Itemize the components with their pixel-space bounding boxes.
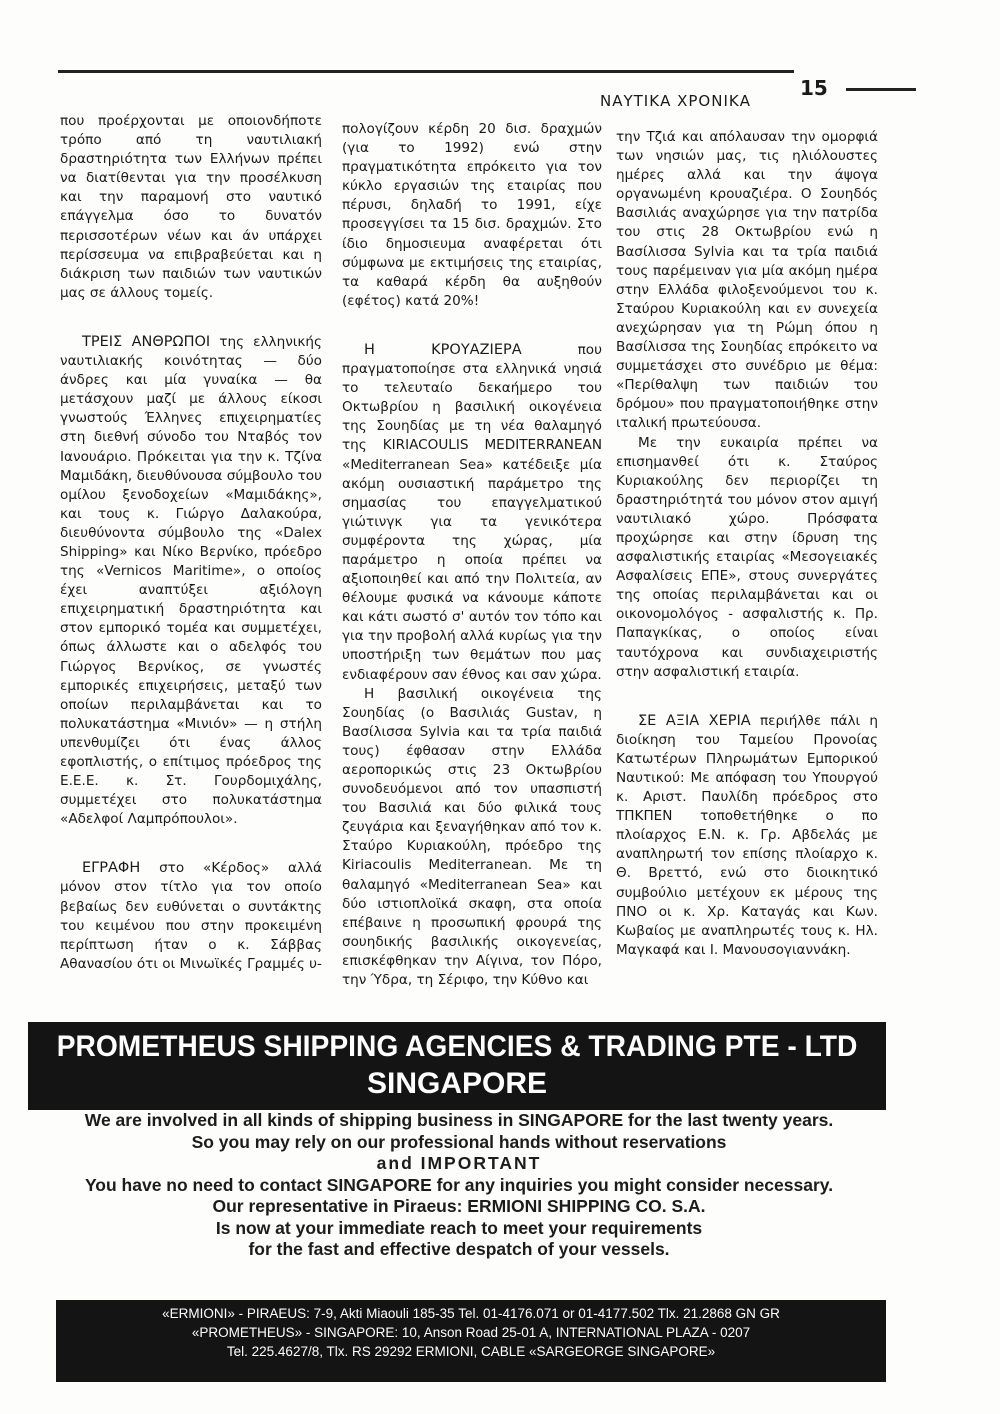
column3-lead-se-axia-xeria: ΣΕ ΑΞΙΑ ΧΕΡΙΑ bbox=[638, 712, 751, 729]
ad-company-title: PROMETHEUS SHIPPING AGENCIES & TRADING PTE - LTD bbox=[56, 1030, 858, 1063]
advertisement-body bbox=[30, 1110, 888, 1261]
ad-contact-line: Tel. 225.4627/8, Tlx. RS 29292 ERMIONI, CABLE «SARGEORGE SINGAPORE» bbox=[226, 1344, 716, 1359]
column3-paragraph-3-text: περιήλθε πάλι η διοίκηση του Ταμείου Προνοίας Κατωτέρων Πληρωμάτων Εμπορικού Ναυτικού: Με απόφαση του Υπουργού κ. Αριστ. Παυλίδη πρόεδρος στο ΤΠΚΠΕΝ τοποθετήθηκε ο πο πλοίαρχος Ε.Ν. κ. Γρ. Αβδελάς με αναπληρωτή τον επίσης πλοίαρχο κ. Θ. Βρεττό, ενώ στο διοικητικό συμβούλιο μετέχουν εκ μέρους της ΠΝΟ οι κ. Χρ. Καταγάς και Κων. Κωβαίος με αναπληρωτές τους κ. Ηλ. Μαγκαφά και Ι. Μανουσογιαννάκη. bbox=[616, 712, 878, 958]
column1-lead-egrafi: ΕΓΡΑΦΗ bbox=[82, 860, 141, 877]
ad-line: We are involved in all kinds of shipping business in SINGAPORE for the last twenty years. bbox=[84, 1110, 834, 1130]
ad-line: Is now at your immediate reach to meet your requirements bbox=[215, 1217, 703, 1238]
column3-paragraph-3 bbox=[616, 712, 878, 960]
publication-title: ΝΑΥΤΙΚΑ ΧΡΟΝΙΚΑ bbox=[600, 92, 751, 110]
article-column-3 bbox=[616, 128, 878, 960]
column3-paragraph-1: την Τζιά και απόλαυσαν την ομορφιά των νησιών μας, τις ηλιόλουστες ημέρες αλλά και την άψογα οργανωμένη κρουαζιέρα. Ο Σουηδός Βασιλιάς αναχώρησε για την πατρίδα του στις 28 Οκτωβρίου ενώ η Βασίλισσα Sylvia και τα τρία παιδιά τους παρέμειναν για μία ακόμη ημέρα στην Ελλάδα φιλοξενούμενοι του κ. Σταύρου Κυριακούλη και εν συνεχεία ανεχώρησαν για τη Ρώμη όπου η Βασίλισσα της Σουηδίας επρόκειτο να συμμετάσχει στο συνέδριο με θέμα: «Περίθαλψη των παιδιών του δρόμου» που πραγματοποιήθηκε στην ιταλική πρωτεύουσα. bbox=[616, 129, 878, 432]
column1-paragraph-1: που προέρχονται με οποιονδήποτε τρόπο από τη ναυτιλιακή δραστηριότητα των Ελλήνων πρέπει να διατίθενται για την προσέλκυση και την παραμονή στο ναυτικό επάγγελμα όσο το δυνατόν περισσοτέρων νέων και άν υπάρχει περίσσευμα να επιβραβεύεται και η διάκριση των παιδιών των ναυτικών μας σε άλλους τομείς. bbox=[60, 113, 322, 301]
column2-paragraph-1: πολογίζουν κέρδη 20 δισ. δραχμών (για το 1992) ενώ στην πραγματικότητα επρόκειτο για τον κύκλο εργασιών της εταιρίας που πέρυσι, δηλαδή το 1991, είχε προσεγγίσει τα 15 δισ. δραχμών. Στο ίδιο δημοσιευμα αναφέρεται ότι σύμφωνα με εκτιμήσεις της εταιρίας, τα καθαρά κέρδη θα αυξηθούν (εφέτος) κατά 20%! bbox=[342, 121, 602, 309]
column1-paragraph-2-text: της ελληνικής ναυτιλιακής κοινότητας — δύο άνδρες και μία γυναίκα — θα μετάσχουν μαζί με άλλους είκοσι γνωστούς Έλληνες επιχειρηματίες στη διεθνή σύνοδο του Νταβός τον Ιανουάριο. Πρόκειται για την κ. Τζίνα Μαμιδάκη, διευθύνουσα σύμβουλο του ομίλου ξενοδοχείων «Μαμιδάκης», και τους κ. Γιώργο Δαλακούρα, διευθύνοντα σύμβουλο της «Dalex Shipping» και Νίκο Βερνίκο, πρόεδρο της «Vernicos Maritime», ο οποίος έχει αναπτύξει αξιόλογη επιχειρηματική δραστηριότητα και στον εμπορικό τομέα και συμμετέχει, όπως άλλωστε και ο αδελφός του Γιώργος Βερνίκος, σε γνωστές εμπορικές επιχειρήσεις, μεταξύ των οποίων περιλαμβάνεται και το πολυκατάστημα «Μινιόν» — η στήλη υπενθυμίζει ότι ένας άλλος εφοπλιστής, ο επίτιμος πρόεδρος της Ε.Ε.Ε. κ. Στ. Γουρδομιχάλης, συμμετέχει στο πολυκατάστημα «Αδελφοί Λαμπρόπουλοι». bbox=[60, 333, 323, 828]
column2-paragraph-3: Η βασιλική οικογένεια της Σουηδίας (ο Βασιλιάς Gustav, η Βασίλισσα Sylvia και τα τρία παιδιά τους) έφθασαν στην Ελλάδα αεροπορικώς στις 23 Οκτωβρίου συνοδευόμενοι από τον υπασπιστή του Βασιλιά και δύο φιλικά τους ζευγάρια και ξεναγήθηκαν από τον κ. Σταύρο Κυριακούλη, πρόεδρο της Kiriacoulis Mediterranean. Με τη θαλαμηγό «Mediterranean Sea» και δύο ιστιοπλοϊκά σκαφη, στα οποία επέβαινε η προσωπική φρουρά της σουηδικής βασιλικής οικογενείας, επισκέφθηκαν την Αίγινα, τον Πόρο, την Ύδρα, τη Σέριφο, την Κύθνο και bbox=[342, 685, 602, 989]
column1-lead-tres-anthropoi: ΤΡΕΙΣ ΑΝΘΡΩΠΟΙ bbox=[82, 333, 211, 350]
header-rule-right bbox=[846, 88, 916, 91]
ad-line: So you may rely on our professional hands without reservations bbox=[191, 1131, 727, 1152]
advertisement-banner bbox=[28, 1022, 886, 1110]
header-rule-left bbox=[58, 70, 794, 73]
ad-line: Our representative in Piraeus: ERMIONI SHIPPING CO. S.A. bbox=[212, 1196, 706, 1216]
ad-line: You have no need to contact SINGAPORE for any inquiries you might consider necessary. bbox=[84, 1174, 834, 1195]
article-column-2 bbox=[342, 120, 602, 990]
column3-paragraph-2: Με την ευκαιρία πρέπει να επισημανθεί ότι κ. Σταύρος Κυριακούλης δεν περιορίζει τη δραστηριότητά του μόνον στον αμιγή ναυτιλιακό χώρο. Πρόσφατα προχώρησε και στην ίδρυση της ασφαλιστικής εταιρίας «Μεσογειακές Ασφαλίσεις ΕΠΕ», στους συνεργάτες της οποίας περιλαμβάνεται και οι οικονομολόγος - ασφαλιστής κ. Πρ. Παπαγκίκας, ο οποίος είναι ταυτόχρονα και συνδιαχειριστής στην ασφαλιστική εταιρία. bbox=[616, 434, 878, 680]
column2-paragraph-2-text: που πραγματοποίησε στα ελληνικά νησιά το τελευταίο δεκαήμερο του Οκτωβρίου η βασιλική οικογένεια της Σουηδίας με τη νέα θαλαμηγό της KIRIACOULIS MEDITERRANEAN «Mediterranean Sea» κατέδειξε μία ακόμη ουσιαστική παράμετρο της σημασίας του επαγγελματικού γιώτινγκ για τα γενικότερα συμφέροντα της χώρας, μία παράμετρο η οποία πρέπει να αξιοποιηθεί και από την Πολιτεία, αν θέλουμε φυσικά να κάνουμε κάποτε και κάτι σωστό σ' αυτόν τον τόπο και για την προβολή αλλά κυρίως για την υποστήριξη των θεμάτων που μας ενδιαφέρουν σαν έθνος και σαν χώρα. bbox=[342, 341, 602, 683]
ad-contact-line: «ERMIONI» - PIRAEUS: 7-9, Akti Miaouli 185-35 Tel. 01-4176.071 or 01-4177.502 Tlx. 21.2868 GN GR bbox=[162, 1306, 780, 1321]
ad-location: SINGAPORE bbox=[366, 1067, 548, 1100]
ad-contact-block bbox=[56, 1300, 886, 1382]
column1-paragraph-3-text: στο «Κέρδος» αλλά μόνον στον τίτλο για τον οποίο βεβαίως δεν ευθύνεται ο συντάκτης του κειμένου που στην προκειμένη περίπτωση ήταν ο κ. Σάββας Αθανασίου ότι οι Μινωϊκές Γραμμές υ- bbox=[60, 860, 322, 972]
ad-contact-line: «PROMETHEUS» - SINGAPORE: 10, Anson Road 25-01 A, INTERNATIONAL PLAZA - 0207 bbox=[191, 1325, 751, 1340]
ad-line: for the fast and effective despatch of your vessels. bbox=[248, 1239, 670, 1259]
column1-paragraph-2 bbox=[60, 333, 322, 829]
column1-paragraph-3 bbox=[60, 859, 322, 974]
column2-lead-krouaziera: Η ΚΡΟΥΑΖΙΕΡΑ bbox=[364, 341, 522, 358]
article-column-1 bbox=[60, 112, 322, 974]
column2-paragraph-2 bbox=[342, 341, 602, 685]
ad-line: and IMPORTANT bbox=[376, 1153, 542, 1173]
page-number: 15 bbox=[800, 76, 828, 100]
